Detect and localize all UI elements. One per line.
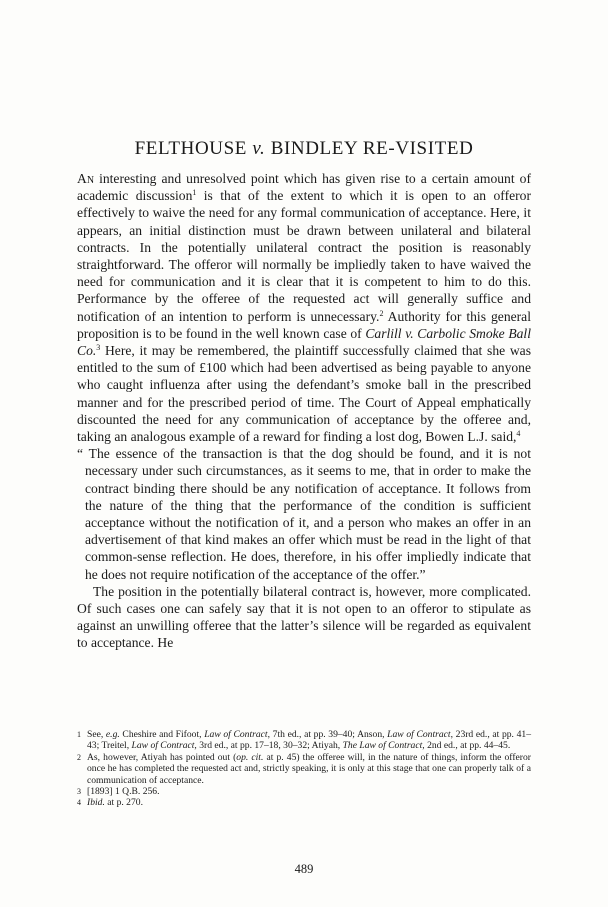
footnote-4 [77, 797, 531, 808]
footnote-text: [1893] 1 Q.B. 256. [87, 786, 160, 798]
title-v: v. [252, 138, 266, 159]
footnote-ref-3: 3 [96, 343, 101, 353]
page-number: 489 [294, 862, 314, 876]
paragraph-1 [77, 170, 531, 445]
footnote-1 [77, 729, 531, 752]
footnote-text: As, however, Atiyah has pointed out (op. cit. at p. 45) the offeree will, in the nature of things, inform the offeror once he has completed the requested act and, strictly speaking, it is only at this stage that one can properly talk of a communication of acceptance. [87, 751, 531, 786]
footnote-number: 3 [77, 787, 81, 797]
footnote-text: See, e.g. Cheshire and Fifoot, Law of Contract, 7th ed., at pp. 39–40; Anson, Law of Contract, 23rd ed., at pp. 41–43; Treitel, Law of Contract, 3rd ed., at pp. 17–18, 30–32; Atiyah, The Law of Contract, 2nd ed., at pp. 44–45. [87, 729, 531, 752]
footnote-ref-2: 2 [379, 308, 384, 318]
footnote-ref-4: 4 [516, 429, 521, 439]
quote-text: “ The essence of the transaction is that the dog should be found, and it is not necessary under such circumstances, as it seems to me, that in order to make the contract binding there should be any notification of acceptance. It follows from the nature of the thing that the performance of the condition is sufficient acceptance without the notification of it, and a person who makes an offer in an advertisement of that kind makes an offer which must be read in the light of that common-sense reflection. He does, therefore, in his offer impliedly indicate that he does not require notification of the acceptance of the offer.” [77, 446, 531, 582]
article-title [0, 138, 608, 160]
footnotes [77, 729, 531, 809]
lead-word: An [77, 171, 95, 186]
footnote-2 [77, 752, 531, 786]
footnote-number: 1 [77, 730, 81, 739]
title-main: FELTHOUSE [134, 138, 247, 159]
footnote-number: 2 [77, 752, 81, 762]
footnote-number: 4 [77, 798, 81, 808]
case-name: Carlill v. Carbolic Smoke Ball Co. [77, 325, 531, 359]
paragraph-2: The position in the potentially bilateral contract is, however, more complicated. Of such cases one can safely say that it is not open to an offeror to stipulate as against an unwilling offeree that the latter’s silence will be regarded as equivalent to acceptance. He [77, 583, 531, 651]
footnote-3 [77, 786, 531, 797]
article-body [77, 170, 531, 652]
footnote-text: Ibid. at p. 270. [87, 797, 143, 809]
para1-text-3: Authority for this general proposition is to be found in the well known case of [77, 308, 531, 341]
para1-text-2: is that of the extent to which it is open to an offeror effectively to waive the need for any formal communication of acceptance. Here, it appears, an initial distinction must be drawn between unilateral and bilateral contracts. In the potentially unilateral contract the position is reasonably straightforward. The offeror will normally be impliedly taken to have waived the need for communication and it is clear that it is competent to him to do this. Performance by the offeree of the requested act will generally suffice and notification of an intention to perform is unnecessary. [77, 188, 531, 324]
para1-text-4: Here, it may be remembered, the plaintiff successfully claimed that she was entitled to the sum of £100 which had been advertised as being payable to anyone who caught influenza after using the defendant’s smoke ball in the prescribed manner and for the prescribed period of time. The Court of Appeal emphatically discounted the need for any communication of acceptance by the offeree and, taking an analogous example of a reward for finding a lost dog, Bowen L.J. said, [77, 343, 531, 445]
para1-text-1: interesting and unresolved point which has given rise to a certain amount of academic discussion [77, 171, 531, 204]
footnote-ref-1: 1 [192, 188, 197, 198]
block-quote [77, 445, 531, 583]
title-rest: BINDLEY RE-VISITED [270, 138, 474, 159]
